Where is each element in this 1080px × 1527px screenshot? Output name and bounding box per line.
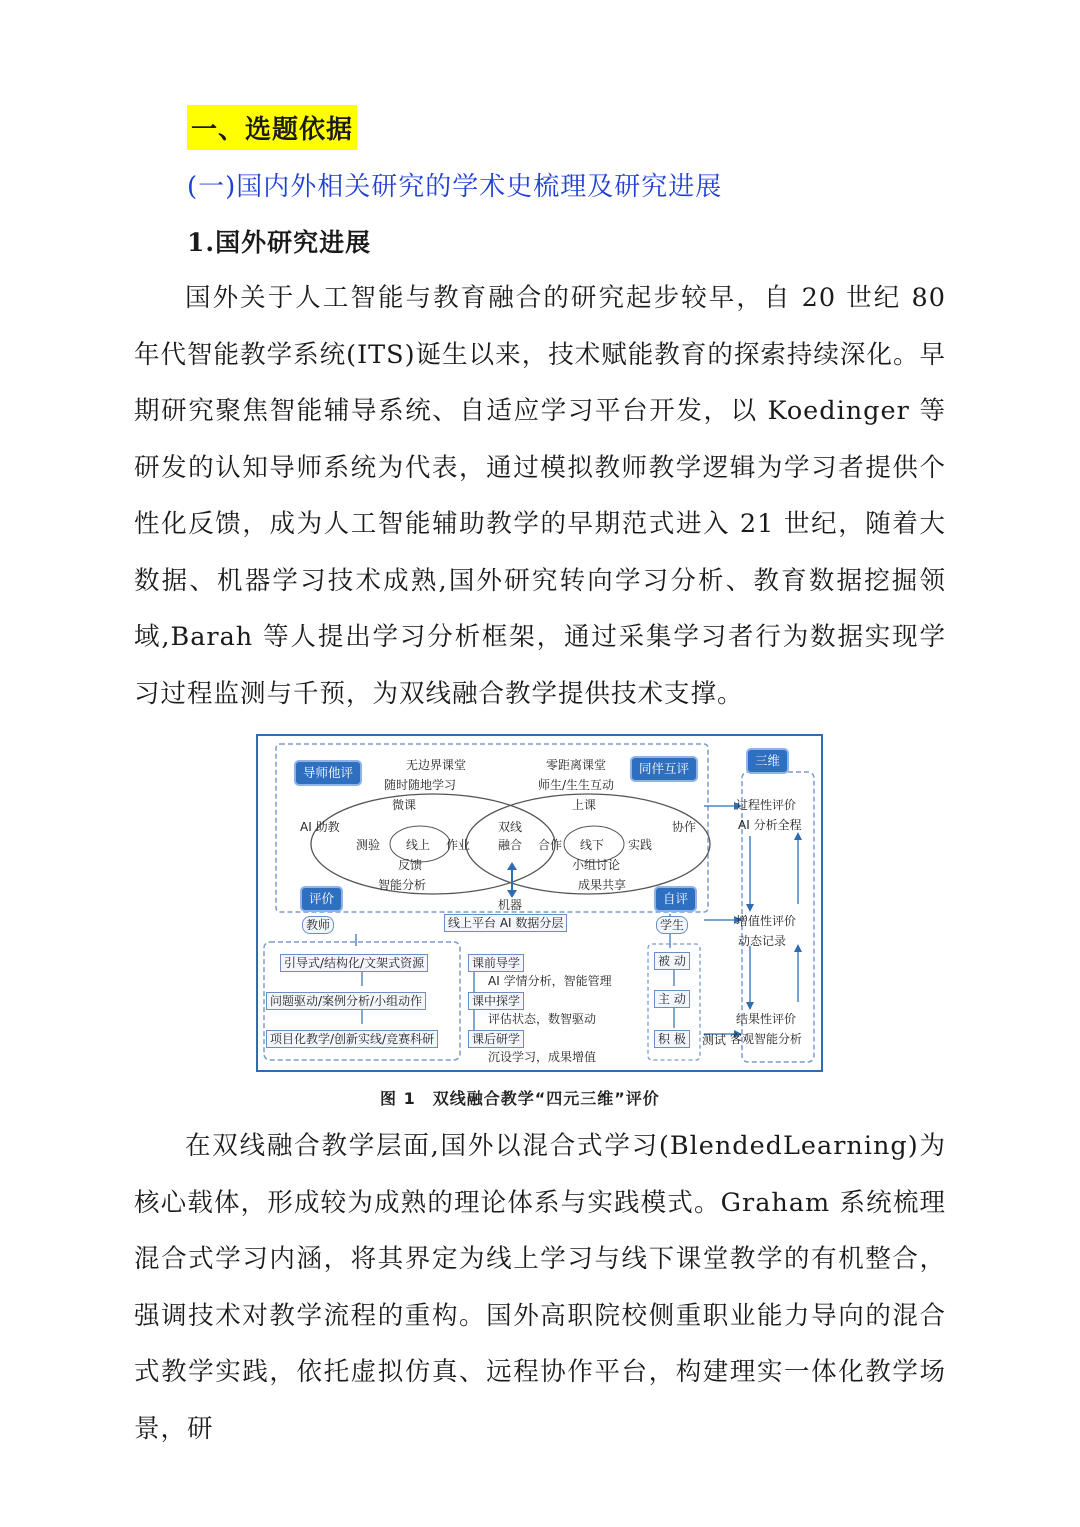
label-boundless-class: 无边界课堂 — [406, 758, 467, 772]
box-positive: 积 极 — [654, 1030, 690, 1048]
tag-three-dimensions: 三维 — [746, 748, 789, 774]
box-passive: 被 动 — [654, 952, 690, 970]
label-objective-analysis: 客观智能分析 — [730, 1032, 803, 1046]
label-feedback: 反馈 — [398, 858, 423, 872]
label-test: 测验 — [356, 838, 381, 852]
label-cooperate: 合作 — [538, 838, 563, 852]
label-dual-line: 双线 — [498, 820, 523, 834]
label-result-evaluation: 结果性评价 — [736, 1012, 797, 1026]
subsection-heading: (一)国内外相关研究的学术史梳理及研究进展 — [187, 172, 723, 202]
label-zero-distance-class: 零距离课堂 — [546, 758, 607, 772]
label-ai-assistant: AI 助教 — [300, 820, 340, 834]
label-smart-analysis: 智能分析 — [378, 878, 427, 892]
paragraph-blended-learning: 在双线融合教学层面,国外以混合式学习(BlendedLearning)为核心载体，形成较为成熟的理论体系与实践模式。Graham 系统梳理混合式学习内涵，将其界定为线上学习与线下课堂教学的有机整合，强调技术对教学流程的重构。国外高职院校侧重职业能力导向的混合式教学实践，依托虚拟仿真、远程协作平台，构建理实一体化教学场景，研 — [134, 1131, 946, 1444]
label-value-added-evaluation: 增值性评价 — [736, 914, 797, 928]
tag-self-evaluation: 自评 — [654, 886, 697, 912]
label-practice: 实践 — [628, 838, 653, 852]
box-resource-project: 项目化教学/创新实线/竞赛科研 — [266, 1030, 438, 1048]
figure-caption: 图 1 双线融合教学“四元三维”评价 — [380, 1089, 660, 1108]
label-offline: 线下 — [580, 838, 605, 852]
label-ai-analysis-full: AI 分析全程 — [738, 818, 802, 832]
tag-peer-evaluation: 同伴互评 — [630, 756, 698, 782]
tag-mentor-evaluation: 导师他评 — [294, 760, 362, 786]
box-resource-problem: 问题驱动/案例分析/小组动作 — [266, 992, 426, 1010]
label-anytime-learning: 随时随地学习 — [384, 778, 457, 792]
label-pre-class-sub: AI 学情分析，智能管理 — [488, 974, 612, 988]
label-machine: 机器 — [498, 898, 523, 912]
box-post-class: 课后研学 — [468, 1030, 524, 1048]
subsubsection-heading: 1.国外研究进展 — [187, 228, 372, 257]
label-dynamic-record: 动态记录 — [738, 934, 787, 948]
label-teacher-student-interaction: 师生/生生互动 — [538, 778, 615, 792]
label-group-discussion: 小组讨论 — [572, 858, 621, 872]
label-in-class-sub: 评估状态，数智驱动 — [488, 1012, 597, 1026]
label-online: 线上 — [406, 838, 431, 852]
figure-evaluation-diagram — [256, 734, 823, 1072]
box-teacher: 教师 — [302, 916, 334, 934]
label-collaboration: 协作 — [672, 820, 697, 834]
label-post-class-sub: 沉设学习，成果增值 — [488, 1050, 597, 1064]
box-pre-class: 课前导学 — [468, 954, 524, 972]
tag-evaluation: 评价 — [300, 886, 343, 912]
box-online-platform: 线上平台 AI 数据分层 — [444, 914, 567, 932]
label-test-measure: 测试 — [702, 1033, 727, 1047]
label-attend-class: 上课 — [572, 798, 597, 812]
box-active: 主 动 — [654, 990, 690, 1008]
label-homework: 作业 — [446, 838, 471, 852]
box-in-class: 课中探学 — [468, 992, 524, 1010]
label-fusion: 融合 — [498, 838, 523, 852]
label-micro-course: 微课 — [392, 798, 417, 812]
paragraph-foreign-research: 国外关于人工智能与教育融合的研究起步较早，自 20 世纪 80 年代智能教学系统(ITS)诞生以来，技术赋能教育的探索持续深化。早期研究聚焦智能辅导系统、自适应学习平台开发，以 Koedinger 等研发的认知导师系统为代表，通过模拟教师教学逻辑为学习者提供个性化反馈，成为人工智能辅助教学的早期范式进入 21 世纪，随着大数据、机器学习技术成熟,国外研究转向学习分析、教育数据挖掘领域,Barah 等人提出学习分析框架，通过采集学习者行为数据实现学习过程监测与千预，为双线融合教学提供技术支撑。 — [134, 283, 946, 709]
box-resource-guided: 引导式/结构化/文架式资源 — [280, 954, 428, 972]
label-process-evaluation: 过程性评价 — [736, 798, 797, 812]
section-heading: 一、选题依据 — [187, 105, 357, 150]
label-result-sharing: 成果共享 — [578, 878, 627, 892]
box-student: 学生 — [656, 916, 688, 934]
